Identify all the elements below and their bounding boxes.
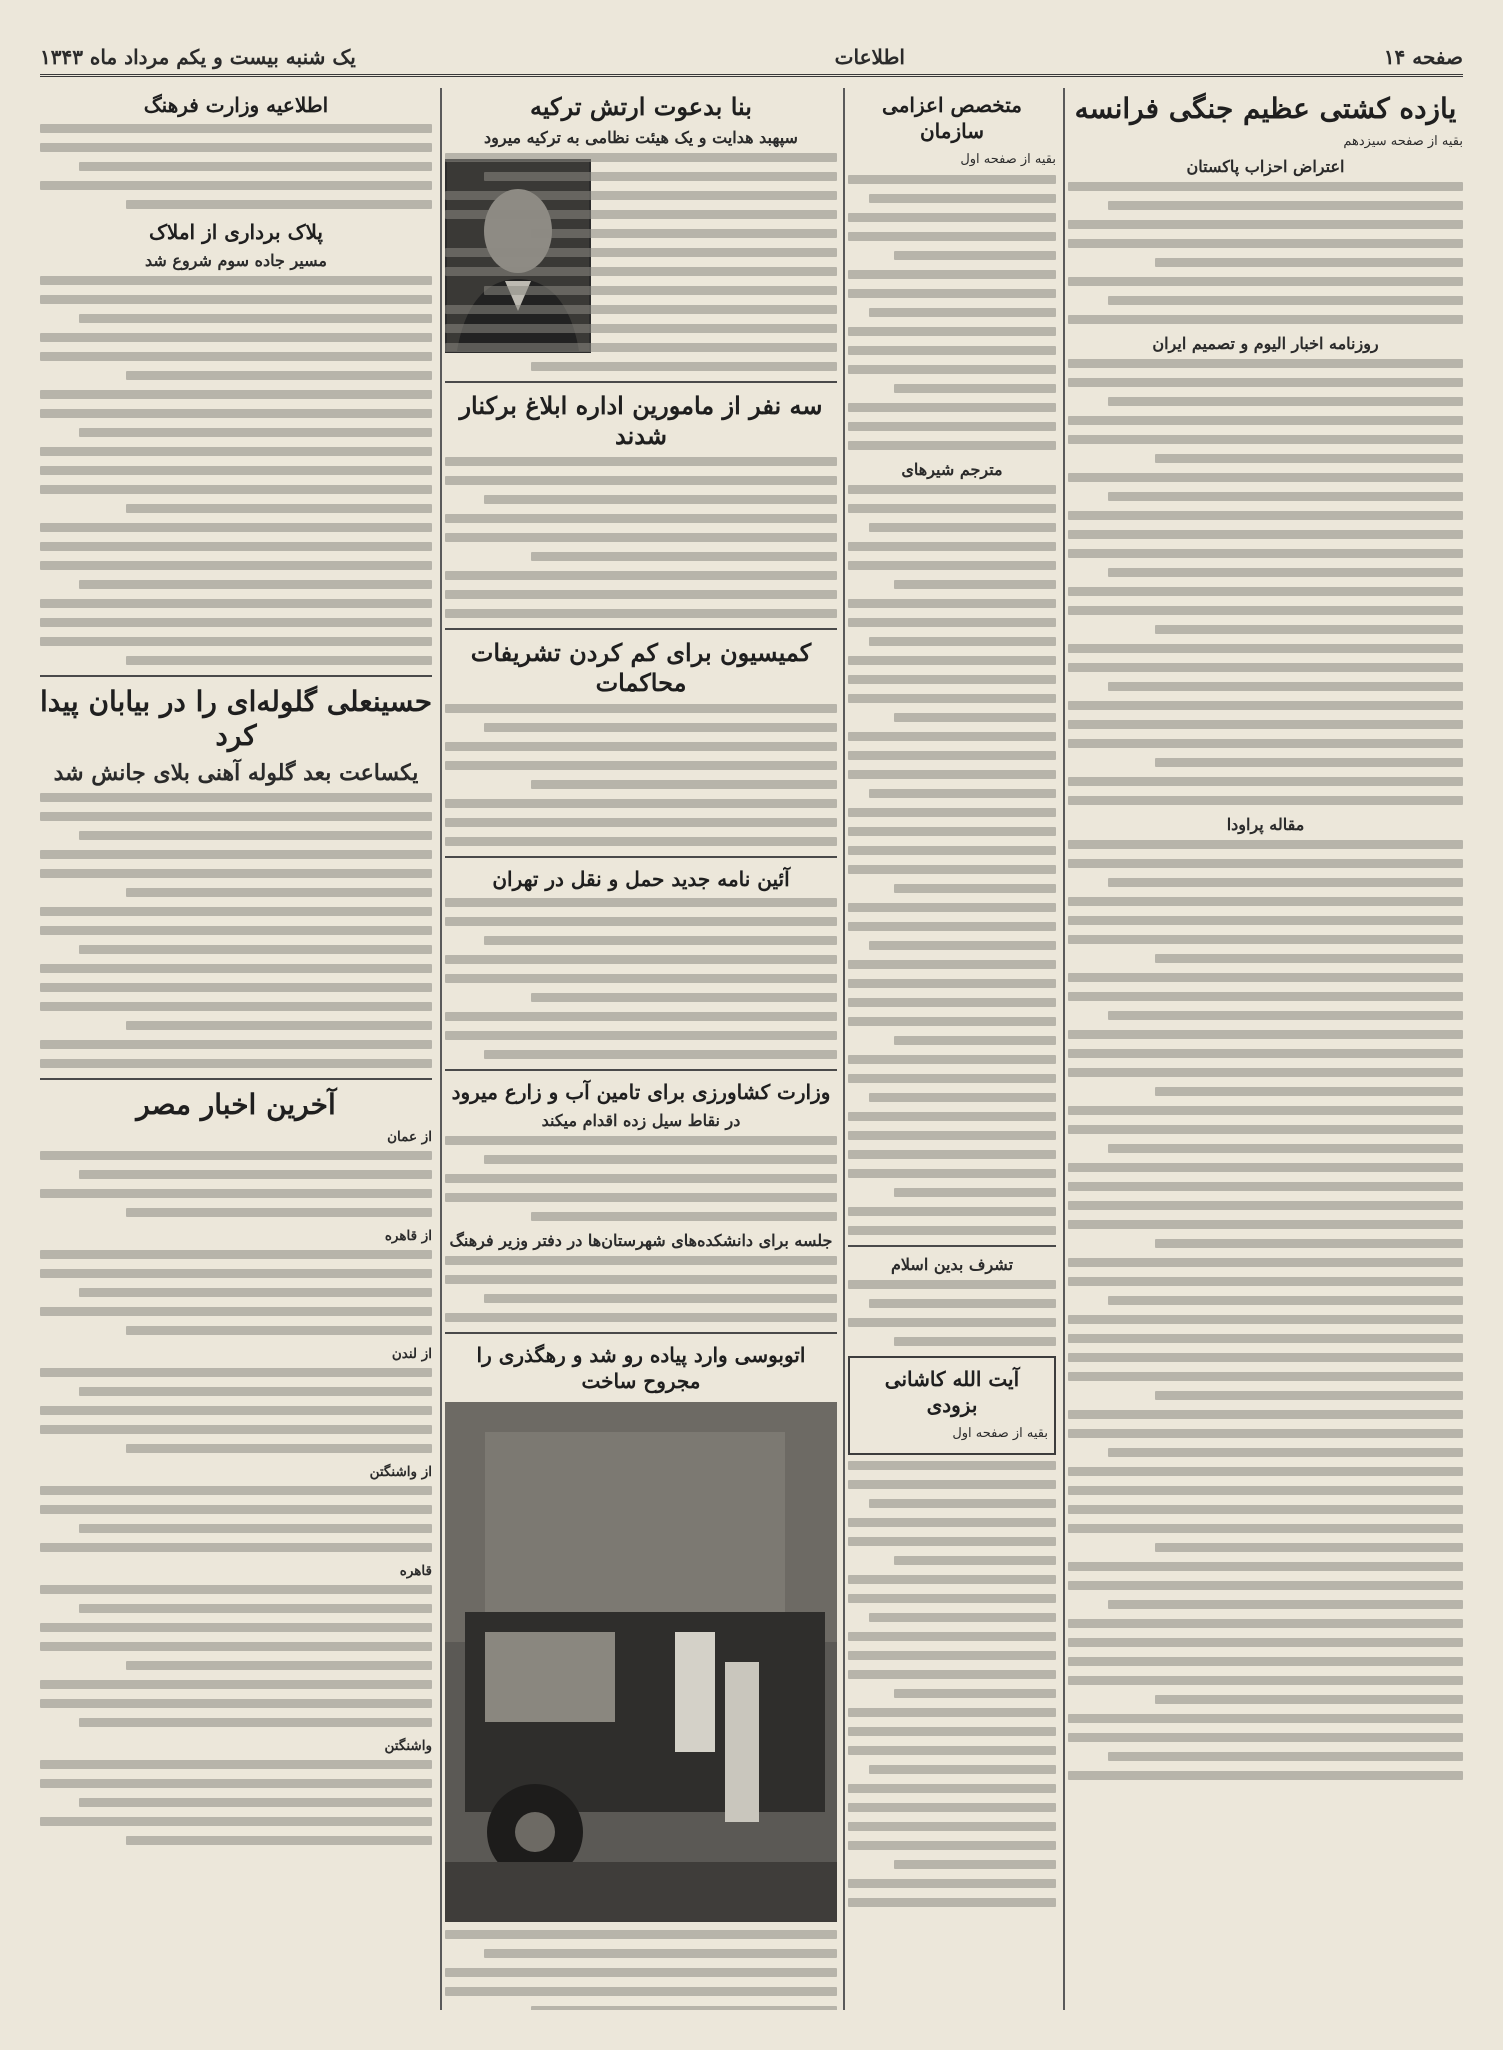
continued-note: بقیه از صفحه اول bbox=[960, 152, 1056, 167]
photo-caption bbox=[445, 1930, 837, 2010]
headline-hosseinali: حسینعلی گلوله‌ای را در بیابان پیدا کرد bbox=[40, 685, 432, 752]
headline-culture-ministry: اطلاعیه وزارت فرهنگ bbox=[143, 93, 329, 117]
bus-accident-photo bbox=[445, 1402, 837, 1922]
article-body bbox=[445, 898, 837, 1059]
subhead-flood: در نقاط سیل زده اقدام میکند bbox=[541, 1111, 741, 1130]
article-body bbox=[848, 485, 1056, 1235]
subhead-translator: مترجم شیرهای bbox=[901, 460, 1003, 479]
article-body bbox=[848, 1280, 1056, 1346]
headline-egypt-news: آخرین اخبار مصر bbox=[136, 1088, 336, 1121]
headline-bus-accident: اتوبوسی وارد پیاده رو شد و رهگذری را مجروح ساخت bbox=[476, 1343, 806, 1393]
section-rule bbox=[445, 628, 837, 630]
headline-transport: آئین نامه جدید حمل و نقل در تهران bbox=[492, 867, 790, 891]
article-body bbox=[40, 124, 432, 209]
continued-note: بقیه از صفحه اول bbox=[952, 1426, 1048, 1441]
dateline-london: از لندن bbox=[391, 1346, 432, 1362]
issue-date: یک شنبه بیست و یکم مرداد ماه ۱۳۴۳ bbox=[40, 45, 356, 69]
headline-france-ships: یازده کشتی عظیم جنگی فرانسه bbox=[1074, 92, 1457, 125]
article-body bbox=[1068, 840, 1463, 1780]
dateline-oman: از عمان bbox=[387, 1129, 432, 1145]
dateline-washington-2: واشنگتن bbox=[384, 1738, 432, 1754]
column-expert bbox=[848, 88, 1056, 2010]
subhead-akhbar-elyoum: روزنامه اخبار الیوم و تصمیم ایران bbox=[1152, 334, 1379, 353]
kashani-box bbox=[848, 1356, 1056, 1455]
article-body bbox=[445, 457, 837, 618]
section-rule bbox=[445, 381, 837, 383]
article-body bbox=[445, 1136, 837, 1221]
continued-note: بقیه از صفحه سیزدهم bbox=[1343, 134, 1463, 149]
article-body bbox=[1068, 182, 1463, 324]
article-body bbox=[40, 1368, 432, 1453]
section-rule bbox=[445, 1332, 837, 1334]
article-body bbox=[1068, 359, 1463, 805]
headline-agriculture: وزارت کشاورزی برای تامین آب و زارع میرود bbox=[451, 1080, 831, 1104]
column-france-ships bbox=[1068, 88, 1463, 2010]
article-body bbox=[445, 1256, 837, 1322]
column-center bbox=[445, 88, 837, 2010]
section-rule bbox=[445, 856, 837, 858]
column-divider bbox=[440, 88, 442, 2010]
article-body bbox=[40, 1585, 432, 1727]
article-body bbox=[40, 1760, 432, 1845]
section-rule bbox=[40, 675, 432, 677]
dateline-cairo-2: قاهره bbox=[399, 1563, 432, 1579]
subhead-pravda: مقاله پراودا bbox=[1226, 815, 1305, 834]
subhead-colleges: جلسه برای دانشکده‌های شهرستان‌ها در دفتر وزیر فرهنگ bbox=[449, 1231, 833, 1250]
column-divider bbox=[843, 88, 845, 2010]
headline-turkey: بنا بدعوت ارتش ترکیه bbox=[530, 92, 752, 121]
column-left bbox=[40, 88, 432, 2010]
headline-officials: سه نفر از مامورین اداره ابلاغ برکنار شدند bbox=[459, 391, 823, 450]
subhead-islam: تشرف بدین اسلام bbox=[890, 1255, 1014, 1274]
article-body bbox=[445, 704, 837, 846]
article-body bbox=[848, 1461, 1056, 1907]
headline-expert: متخصص اعزامی سازمان bbox=[882, 93, 1022, 143]
article-body bbox=[40, 276, 432, 665]
article-body bbox=[40, 793, 432, 1068]
subhead-bullet: یکساعت بعد گلوله آهنی بلای جانش شد bbox=[53, 760, 419, 786]
subhead-third-road: مسیر جاده سوم شروع شد bbox=[145, 251, 327, 270]
page-number: صفحه ۱۴ bbox=[1383, 45, 1463, 69]
paper-name: اطلاعات bbox=[834, 45, 905, 69]
article-body bbox=[40, 1250, 432, 1335]
section-rule bbox=[40, 1078, 432, 1080]
headline-property-plates: پلاک برداری از املاک bbox=[149, 220, 323, 244]
section-rule bbox=[445, 1069, 837, 1071]
article-body bbox=[40, 1151, 432, 1217]
dateline-cairo: از قاهره bbox=[384, 1228, 432, 1244]
article-body bbox=[40, 1486, 432, 1552]
column-divider bbox=[1063, 88, 1065, 2010]
subhead-pakistan: اعتراض احزاب پاکستان bbox=[1186, 157, 1345, 176]
masthead bbox=[40, 40, 1463, 77]
subhead-turkey: سپهبد هدایت و یک هیئت نظامی به ترکیه میرود bbox=[484, 128, 798, 147]
article-body bbox=[848, 175, 1056, 450]
headline-kashani: آیت الله کاشانی بزودی bbox=[884, 1367, 1020, 1417]
headline-commission: کمیسیون برای کم کردن تشریفات محاکمات bbox=[470, 638, 812, 697]
section-rule bbox=[848, 1245, 1056, 1247]
dateline-washington: از واشنگتن bbox=[369, 1464, 432, 1480]
